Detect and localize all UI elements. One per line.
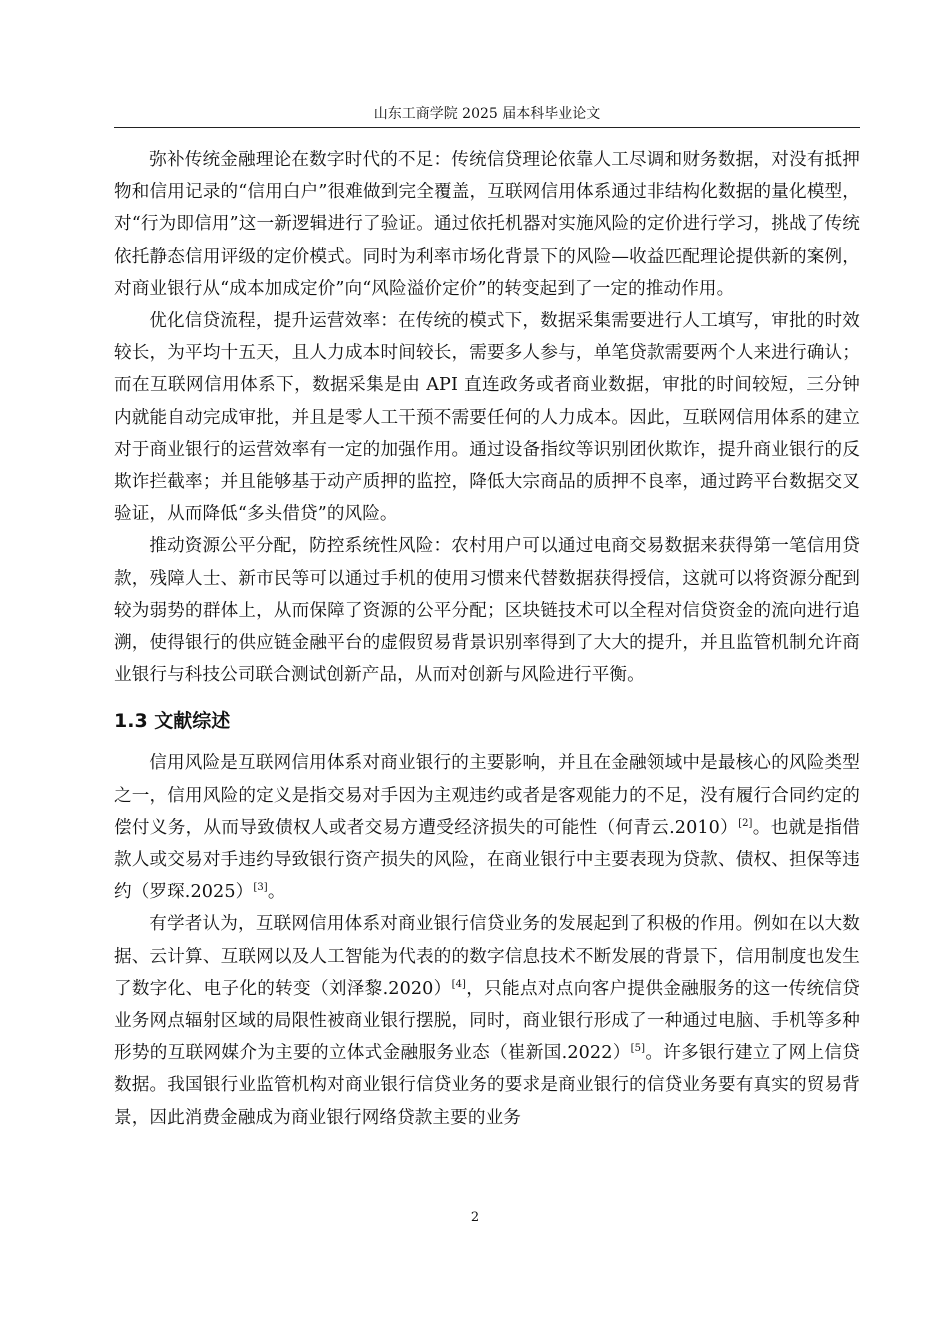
header-divider [114, 127, 860, 128]
paragraph-fairness: 推动资源公平分配，防控系统性风险：农村用户可以通过电商交易数据来获得第一笔信用贷款，残障人士、新市民等可以通过手机的使用习惯来代替数据获得授信，这就可以将资源分配到较为弱势的群体上，从而保障了资源的公平分配；区块链技术可以全程对信贷资金的流向进行追溯，使得银行的供应链金融平台的虚假贸易背景识别率得到了大大的提升，并且监管机制允许商业银行与科技公司联合测试创新产品，从而对创新与风险进行平衡。 [114, 536, 860, 686]
running-header: 山东工商学院 2025 届本科毕业论文 [373, 106, 601, 122]
citation-2: [2] [738, 817, 753, 829]
page-number: 2 [470, 1210, 480, 1225]
page-body [114, 144, 860, 1134]
credit-risk-text-a: 信用风险是互联网信用体系对商业银行的主要影响，并且在金融领域中是最核心的风险类型之一，信用风险的定义是指交易对手因为主观违约或者是客观能力的不足，没有履行合同约定的偿付义务，从而导致债权人或者交易方遭受经济损失的可能性（何青云.2010） [114, 753, 860, 838]
citation-4: [4] [451, 978, 467, 990]
scholars-text-c: 。许多银行建立了网上信贷数据。我国银行业监管机构对商业银行信贷业务的要求是商业银行的信贷业务要有真实的贸易背景，因此消费金融成为商业银行网络贷款主要的业务 [114, 1043, 860, 1128]
citation-3: [3] [253, 882, 268, 894]
section-heading: 1.3 文献综述 [114, 710, 231, 733]
paragraph-theory: 弥补传统金融理论在数字时代的不足：传统信贷理论依靠人工尽调和财务数据，对没有抵押物和信用记录的“信用白户”很难做到完全覆盖，互联网信用体系通过非结构化数据的量化模型，对“行为即信用”这一新逻辑进行了验证。通过依托机器对实施风险的定价进行学习，挑战了传统依托静态信用评级的定价模式。同时为利率市场化背景下的风险—收益匹配理论提供新的案例，对商业银行从“成本加成定价”向“风险溢价定价”的转变起到了一定的推动作用。 [114, 150, 860, 299]
paragraph-scholars [114, 908, 860, 1133]
scholars-text-b: ，只能点对点向客户提供金融服务的这一传统信贷业务网点辐射区域的局限性被商业银行摆脱，同时，商业银行形成了一种通过电脑、手机等多种形势的互联网媒介为主要的立体式金融服务业态（崔新国.2022） [114, 978, 860, 1064]
credit-risk-text-b: 。也就是指借款人或交易对手违约导致银行资产损失的风险，在商业银行中主要表现为贷款、债权、担保等违约（罗琛.2025） [114, 817, 860, 903]
citation-5: [5] [630, 1043, 646, 1055]
credit-risk-text-c: 。 [267, 882, 286, 903]
paragraph-efficiency: 优化信贷流程，提升运营效率：在传统的模式下，数据采集需要进行人工填写，审批的时效较长，为平均十五天，且人力成本时间较长，需要多人参与，单笔贷款需要两个人来进行确认；而在互联网信用体系下，数据采集是由 API 直连政务或者商业数据，审批的时间较短，三分钟内就能自动完成审批，并且是零人工干预不需要任何的人力成本。因此，互联网信用体系的建立对于商业银行的运营效率有一定的加强作用。通过设备指纹等识别团伙欺诈，提升商业银行的反欺诈拦截率；并且能够基于动产质押的监控，降低大宗商品的质押不良率，通过跨平台数据交叉验证，从而降低“多头借贷”的风险。 [114, 311, 860, 525]
paragraph-credit-risk [114, 747, 860, 908]
scholars-text-a: 有学者认为，互联网信用体系对商业银行信贷业务的发展起到了积极的作用。例如在以大数据、云计算、互联网以及人工智能为代表的的数字信息技术不断发展的背景下，信用制度也发生了数字化、电子化的转变（刘泽黎.2020） [114, 914, 860, 999]
